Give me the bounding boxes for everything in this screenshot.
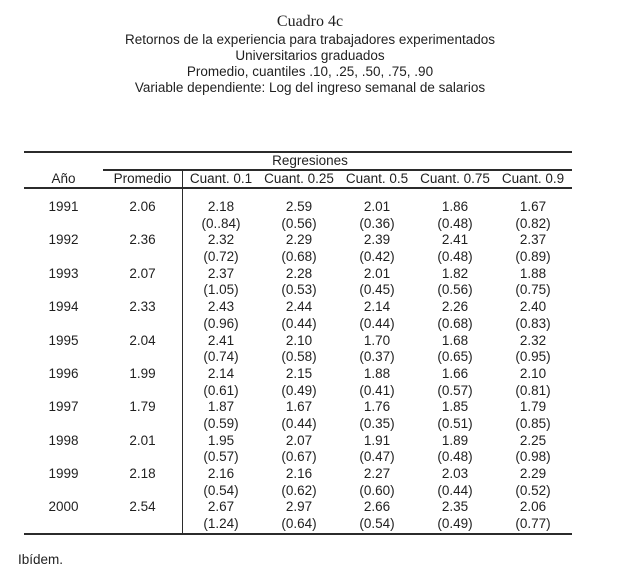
table-row-coefficients bbox=[24, 499, 572, 516]
promedio-cell: 2.06 bbox=[129, 199, 156, 214]
year-cell: 1993 bbox=[48, 265, 79, 281]
coef-cell: 1.89 bbox=[441, 432, 469, 448]
coef-cell: 2.32 bbox=[519, 332, 547, 348]
table-row-coefficients bbox=[24, 466, 572, 483]
se-cell: (0.37) bbox=[359, 349, 395, 365]
promedio-cell: 2.36 bbox=[129, 232, 156, 248]
coef-cell: 2.15 bbox=[285, 365, 313, 381]
table-number: Cuadro 4c bbox=[276, 13, 344, 30]
se-cell: (0.64) bbox=[281, 516, 317, 532]
table-row-standard-errors bbox=[24, 216, 572, 233]
coef-cell: 1.79 bbox=[519, 399, 547, 415]
promedio-cell-empty bbox=[103, 383, 182, 400]
year-cell-empty bbox=[24, 349, 103, 366]
se-cell: (0.44) bbox=[281, 315, 317, 331]
table-header-row bbox=[24, 171, 572, 187]
coef-cell: 2.16 bbox=[207, 466, 235, 481]
promedio-cell-empty bbox=[103, 449, 182, 466]
year-cell-empty bbox=[24, 282, 103, 299]
coef-cell: 2.26 bbox=[441, 299, 469, 315]
coef-cell: 2.06 bbox=[519, 499, 547, 515]
coef-cell: 1.67 bbox=[285, 399, 313, 415]
coef-cell: 1.88 bbox=[519, 265, 547, 281]
coef-cell: 2.10 bbox=[519, 365, 547, 381]
coef-cell: 1.66 bbox=[441, 365, 469, 381]
coef-cell: 2.43 bbox=[207, 299, 235, 315]
se-cell: (0.42) bbox=[359, 249, 395, 265]
year-cell: 1995 bbox=[48, 332, 79, 348]
table-row-coefficients bbox=[24, 199, 572, 216]
se-cell: (0.54) bbox=[203, 482, 239, 498]
table-row-standard-errors bbox=[24, 249, 572, 266]
se-cell: (0.56) bbox=[437, 282, 473, 298]
se-cell: (0.57) bbox=[203, 449, 239, 465]
coef-cell: 2.07 bbox=[285, 432, 313, 448]
table-row-standard-errors bbox=[24, 449, 572, 466]
promedio-cell-empty bbox=[103, 349, 182, 366]
year-cell-empty bbox=[24, 383, 103, 400]
se-cell: (0.82) bbox=[515, 215, 551, 231]
table-row-standard-errors bbox=[24, 516, 572, 533]
se-cell: (0.51) bbox=[437, 415, 473, 431]
column-header-ano: Año bbox=[51, 171, 76, 186]
se-cell: (0.44) bbox=[437, 482, 473, 498]
coef-cell: 2.28 bbox=[285, 265, 313, 281]
se-cell: (0.77) bbox=[515, 516, 551, 532]
year-cell-empty bbox=[24, 449, 103, 466]
coef-cell: 2.35 bbox=[441, 499, 469, 515]
se-cell: (0.65) bbox=[437, 349, 473, 365]
year-cell: 1994 bbox=[48, 299, 79, 315]
year-cell-empty bbox=[24, 483, 103, 500]
promedio-cell: 1.99 bbox=[129, 365, 156, 381]
coef-cell: 2.32 bbox=[207, 232, 235, 248]
year-cell: 1999 bbox=[48, 466, 79, 481]
year-cell-empty bbox=[24, 216, 103, 233]
se-cell: (0.67) bbox=[281, 449, 317, 465]
se-cell: (0.72) bbox=[203, 249, 239, 265]
coef-cell: 2.59 bbox=[285, 199, 313, 214]
se-cell: (0.49) bbox=[437, 516, 473, 532]
coef-cell: 2.67 bbox=[207, 499, 235, 515]
coef-cell: 1.95 bbox=[207, 432, 235, 448]
year-cell: 1996 bbox=[48, 365, 79, 381]
table-body bbox=[24, 199, 572, 533]
se-cell: (0.36) bbox=[359, 215, 395, 231]
se-cell: (0.98) bbox=[515, 449, 551, 465]
promedio-cell: 2.18 bbox=[129, 466, 156, 481]
table-row-standard-errors bbox=[24, 483, 572, 500]
se-cell: (0..84) bbox=[201, 215, 241, 231]
se-cell: (0.85) bbox=[515, 415, 551, 431]
se-cell: (0.44) bbox=[359, 315, 395, 331]
se-cell: (0.41) bbox=[359, 382, 395, 398]
coef-cell: 1.67 bbox=[519, 199, 547, 214]
promedio-cell-empty bbox=[103, 216, 182, 233]
coef-cell: 2.27 bbox=[363, 466, 391, 481]
table-row-coefficients bbox=[24, 232, 572, 249]
coef-cell: 1.82 bbox=[441, 265, 469, 281]
se-cell: (0.54) bbox=[359, 516, 395, 532]
promedio-cell-empty bbox=[103, 282, 182, 299]
year-cell-empty bbox=[24, 249, 103, 266]
table-title-block bbox=[0, 11, 620, 96]
se-cell: (0.47) bbox=[359, 449, 395, 465]
se-cell: (0.68) bbox=[281, 249, 317, 265]
table-row-coefficients bbox=[24, 299, 572, 316]
column-header-cuant-05: Cuant. 0.5 bbox=[345, 171, 409, 186]
promedio-cell-empty bbox=[103, 516, 182, 533]
coef-cell: 1.70 bbox=[363, 332, 391, 348]
promedio-cell-empty bbox=[103, 416, 182, 433]
footnote: Ibídem. bbox=[18, 552, 64, 567]
coef-cell: 2.66 bbox=[363, 499, 391, 515]
table-row-standard-errors bbox=[24, 282, 572, 299]
year-cell: 1992 bbox=[48, 232, 79, 248]
coef-cell: 1.91 bbox=[363, 432, 391, 448]
table-title-line: Retornos de la experiencia para trabajadores experimentados bbox=[125, 32, 495, 47]
se-cell: (0.44) bbox=[281, 415, 317, 431]
year-cell: 1991 bbox=[48, 199, 79, 214]
column-header-cuant-075: Cuant. 0.75 bbox=[420, 171, 490, 186]
se-cell: (0.52) bbox=[515, 482, 551, 498]
coef-cell: 2.41 bbox=[441, 232, 469, 248]
year-cell: 1998 bbox=[48, 432, 79, 448]
coef-cell: 2.01 bbox=[363, 199, 391, 214]
column-header-promedio: Promedio bbox=[113, 171, 172, 186]
coef-cell: 2.40 bbox=[519, 299, 547, 315]
coef-cell: 2.14 bbox=[207, 365, 235, 381]
se-cell: (0.48) bbox=[437, 215, 473, 231]
se-cell: (0.83) bbox=[515, 315, 551, 331]
coef-cell: 2.29 bbox=[285, 232, 313, 248]
se-cell: (0.57) bbox=[437, 382, 473, 398]
coef-cell: 2.14 bbox=[363, 299, 391, 315]
coef-cell: 2.37 bbox=[207, 265, 235, 281]
coef-cell: 1.76 bbox=[363, 399, 391, 415]
se-cell: (0.95) bbox=[515, 349, 551, 365]
year-cell-empty bbox=[24, 416, 103, 433]
coef-cell: 2.44 bbox=[285, 299, 313, 315]
se-cell: (0.58) bbox=[281, 349, 317, 365]
se-cell: (0.61) bbox=[203, 382, 239, 398]
coef-cell: 2.37 bbox=[519, 232, 547, 248]
promedio-cell: 2.07 bbox=[129, 265, 156, 281]
coef-cell: 2.03 bbox=[441, 466, 469, 481]
se-cell: (0.68) bbox=[437, 315, 473, 331]
promedio-cell-empty bbox=[103, 316, 182, 333]
promedio-cell: 2.33 bbox=[129, 299, 156, 315]
coef-cell: 1.68 bbox=[441, 332, 469, 348]
year-cell: 2000 bbox=[48, 499, 79, 515]
se-cell: (0.48) bbox=[437, 449, 473, 465]
table-row-coefficients bbox=[24, 266, 572, 283]
table-title-line: Variable dependiente: Log del ingreso semanal de salarios bbox=[134, 80, 486, 95]
coef-cell: 2.39 bbox=[363, 232, 391, 248]
column-header-cuant-01: Cuant. 0.1 bbox=[189, 171, 253, 186]
coef-cell: 1.86 bbox=[441, 199, 469, 214]
table-row-standard-errors bbox=[24, 383, 572, 400]
se-cell: (1.05) bbox=[203, 282, 239, 298]
promedio-cell-empty bbox=[103, 249, 182, 266]
year-cell-empty bbox=[24, 516, 103, 533]
se-cell: (0.96) bbox=[203, 315, 239, 331]
promedio-cell: 2.54 bbox=[129, 499, 156, 515]
se-cell: (0.62) bbox=[281, 482, 317, 498]
year-cell-empty bbox=[24, 316, 103, 333]
table-bottom-rule bbox=[24, 533, 572, 535]
table-row-standard-errors bbox=[24, 349, 572, 366]
coef-cell: 2.01 bbox=[363, 265, 391, 281]
coef-cell: 2.41 bbox=[207, 332, 235, 348]
coef-cell: 1.87 bbox=[207, 399, 235, 415]
coef-cell: 2.18 bbox=[207, 199, 235, 214]
coef-cell: 2.16 bbox=[285, 466, 313, 481]
promedio-cell: 1.79 bbox=[129, 399, 156, 415]
table-row-standard-errors bbox=[24, 416, 572, 433]
table-group-header: Regresiones bbox=[272, 153, 348, 168]
table-row-coefficients bbox=[24, 433, 572, 450]
year-cell: 1997 bbox=[48, 399, 79, 415]
se-cell: (0.60) bbox=[359, 482, 395, 498]
se-cell: (1.24) bbox=[203, 516, 239, 532]
promedio-cell: 2.01 bbox=[129, 432, 156, 448]
se-cell: (0.75) bbox=[515, 282, 551, 298]
coef-cell: 2.97 bbox=[285, 499, 313, 515]
column-header-cuant-025: Cuant. 0.25 bbox=[264, 171, 334, 186]
table-title-line: Universitarios graduados bbox=[235, 48, 385, 63]
table-row-coefficients bbox=[24, 399, 572, 416]
table-row-standard-errors bbox=[24, 316, 572, 333]
se-cell: (0.35) bbox=[359, 415, 395, 431]
se-cell: (0.49) bbox=[281, 382, 317, 398]
coef-cell: 1.85 bbox=[441, 399, 469, 415]
se-cell: (0.89) bbox=[515, 249, 551, 265]
coef-cell: 2.10 bbox=[285, 332, 313, 348]
se-cell: (0.45) bbox=[359, 282, 395, 298]
se-cell: (0.59) bbox=[203, 415, 239, 431]
se-cell: (0.56) bbox=[281, 215, 317, 231]
se-cell: (0.81) bbox=[515, 382, 551, 398]
promedio-cell-empty bbox=[103, 483, 182, 500]
se-cell: (0.53) bbox=[281, 282, 317, 298]
coef-cell: 1.88 bbox=[363, 365, 391, 381]
se-cell: (0.74) bbox=[203, 349, 239, 365]
table-title-line: Promedio, cuantiles .10, .25, .50, .75, .90 bbox=[186, 64, 434, 79]
column-header-cuant-09: Cuant. 0.9 bbox=[501, 171, 565, 186]
table-row-coefficients bbox=[24, 333, 572, 350]
header-underline bbox=[24, 187, 572, 189]
coef-cell: 2.29 bbox=[519, 466, 547, 481]
promedio-cell: 2.04 bbox=[129, 332, 156, 348]
coef-cell: 2.25 bbox=[519, 432, 547, 448]
se-cell: (0.48) bbox=[437, 249, 473, 265]
table-row-coefficients bbox=[24, 366, 572, 383]
